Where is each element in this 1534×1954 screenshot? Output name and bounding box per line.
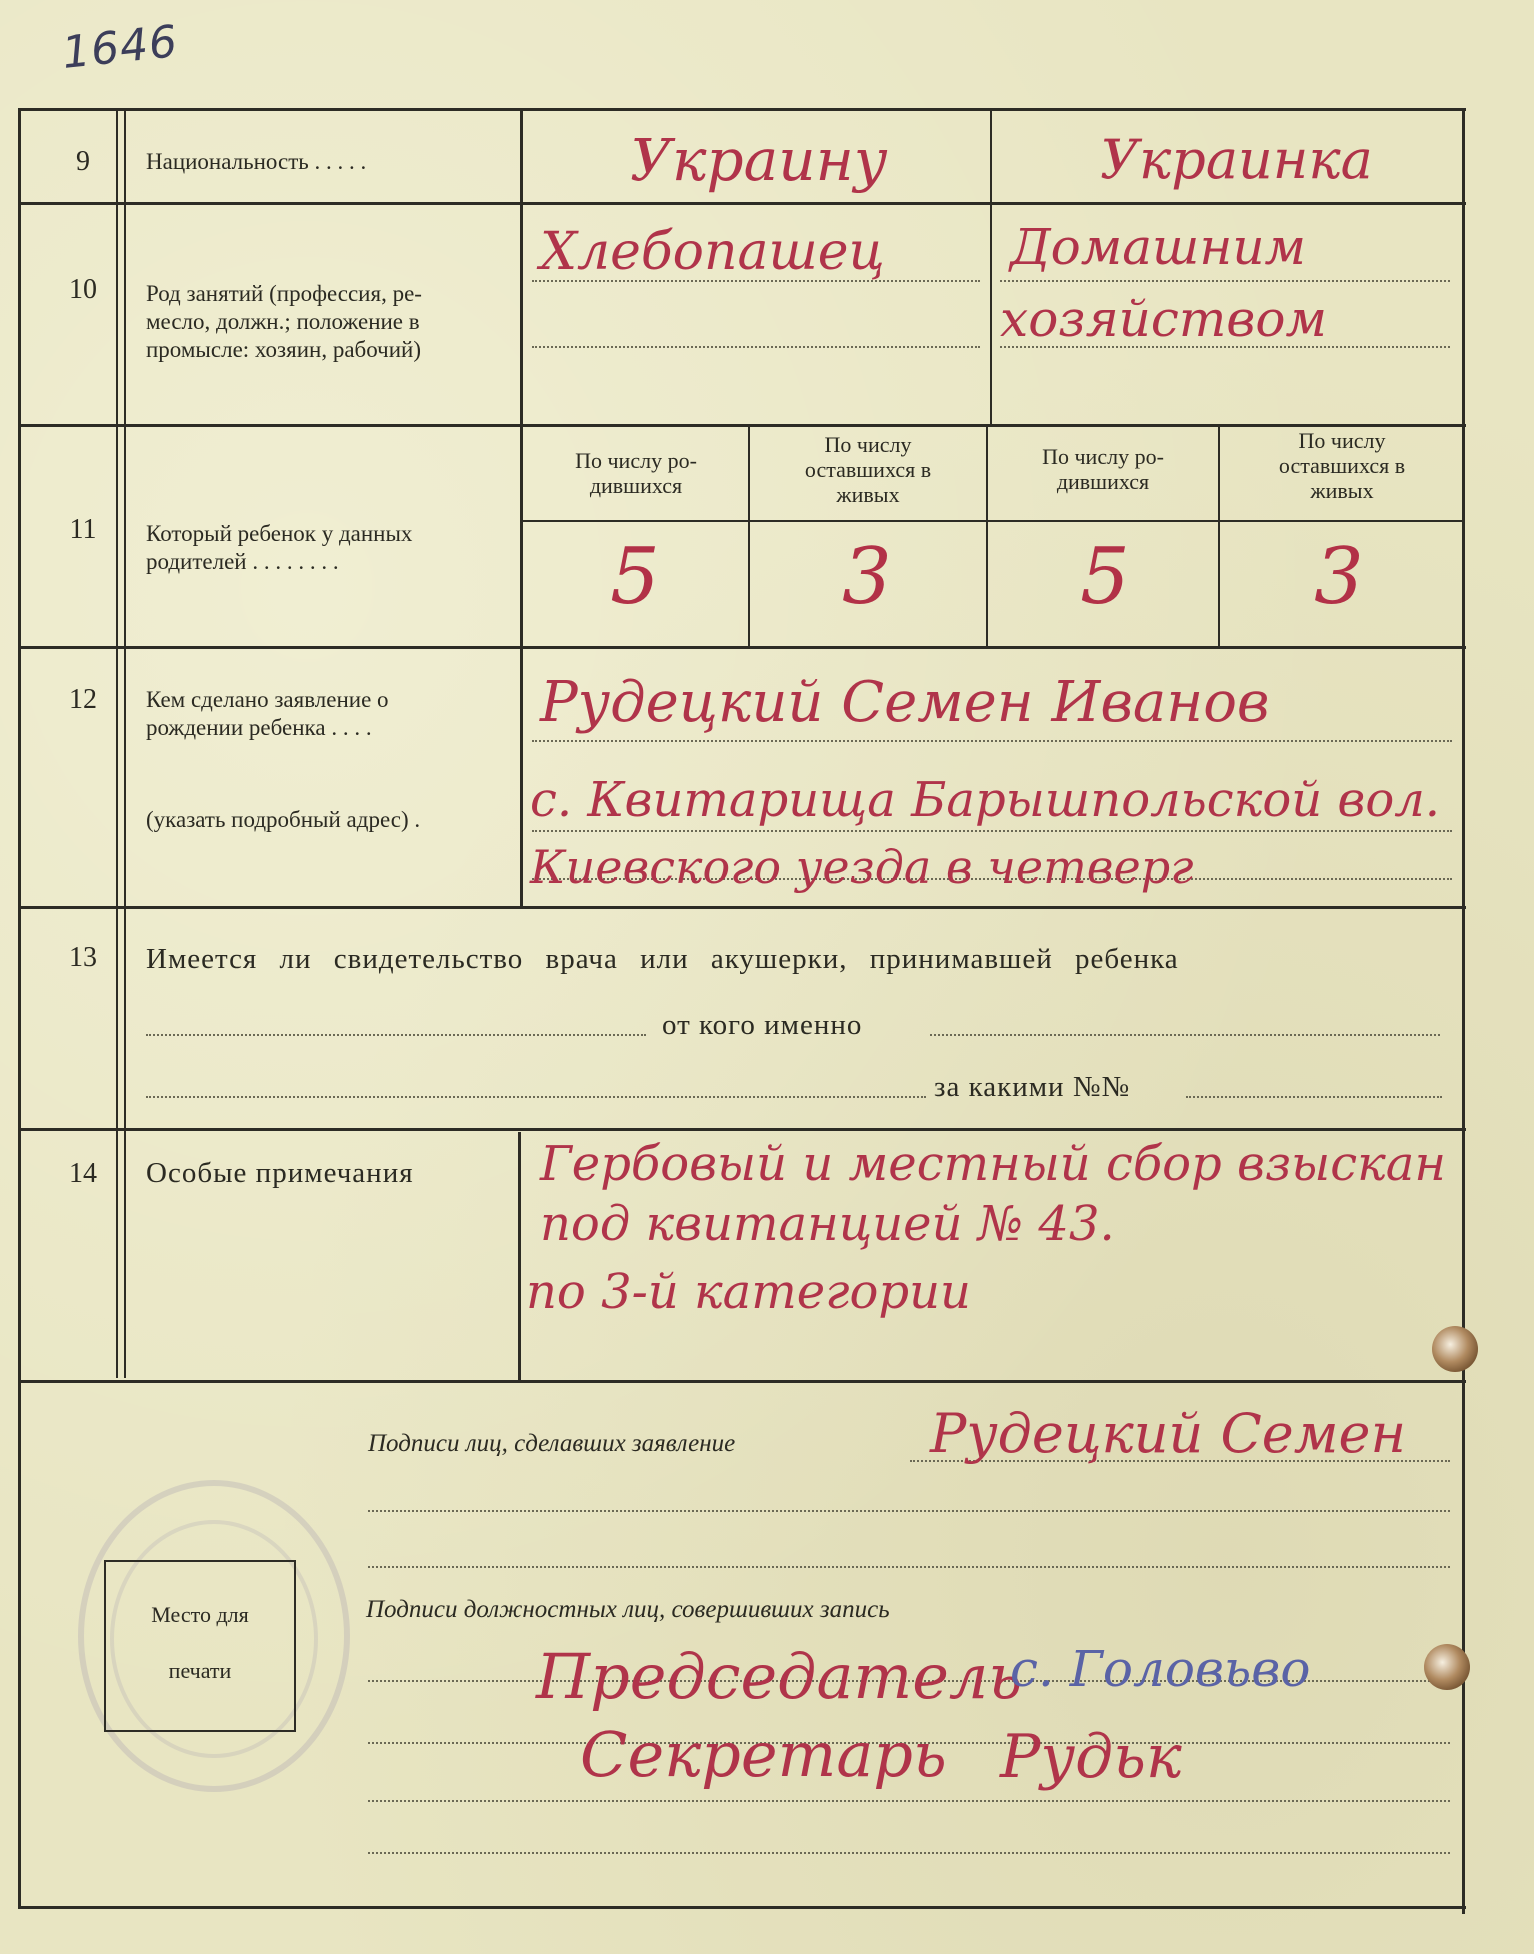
stamp-place-line-1: Место для	[151, 1602, 249, 1627]
official-1-title: Председатель	[536, 1640, 1023, 1713]
r11-col-line-1	[748, 426, 750, 646]
mother-born-count: 5	[1080, 532, 1130, 622]
stamp-place-line-2: печати	[168, 1658, 232, 1683]
r11-head-1-l1: По числу ро-	[575, 448, 697, 473]
applicants-signature-label: Подписи лиц, сделавших заявление	[368, 1430, 736, 1457]
declarant-address-2: Киевского уезда в четверг	[530, 840, 1194, 894]
row-sep-12	[18, 906, 1466, 909]
remarks-line-2: под квитанцией № 43.	[540, 1196, 1115, 1252]
stamp-place-box	[104, 1560, 296, 1732]
r11-head-1-l2: дившихся	[589, 473, 683, 498]
label-col-line-14	[518, 1132, 521, 1380]
parent-col-line	[990, 108, 992, 426]
occupation-label-3: промысле: хозяин, рабочий)	[146, 337, 421, 362]
mother-occupation-1: Домашним	[1010, 218, 1306, 276]
occupation-rule-2a	[1000, 280, 1450, 282]
binding-hole-bottom	[1424, 1644, 1470, 1690]
r11-head-1	[526, 448, 746, 498]
r11-head-3-l1: По числу ро-	[1042, 444, 1164, 469]
r11-head-4-l2: оставшихся в	[1278, 453, 1406, 478]
frame-top	[18, 108, 1466, 111]
father-born-count: 5	[610, 532, 660, 622]
official-2-title: Секретарь	[580, 1718, 947, 1791]
occupation-label-1: Род занятий (профессия, ре-	[146, 281, 422, 306]
certificate-rule-1	[146, 1034, 646, 1036]
address-label: (указать подробный адрес) .	[146, 807, 421, 832]
row-number-13: 13	[69, 942, 97, 973]
declarant-label-1: Кем сделано заявление о	[146, 687, 389, 712]
remarks-label: Особые примечания	[146, 1157, 414, 1189]
label-col-line	[520, 108, 523, 908]
frame-right	[1462, 108, 1465, 1914]
r11-col-line-2	[986, 426, 988, 646]
applicants-rule-3	[368, 1566, 1450, 1568]
r11-head-4-l1: По числу	[1298, 428, 1386, 453]
official-2-signature: Рудьк	[1000, 1722, 1182, 1792]
frame-bottom	[18, 1906, 1466, 1909]
child-order-label-2: родителей . . . . . . . .	[146, 549, 339, 574]
from-whom-label: от кого именно	[662, 1009, 863, 1041]
row-number-14: 14	[69, 1158, 97, 1189]
applicants-rule-2	[368, 1510, 1450, 1512]
binding-hole-top	[1432, 1326, 1478, 1372]
row-number-11: 11	[69, 514, 97, 545]
row-sep-9	[18, 202, 1466, 205]
r11-head-4	[1222, 428, 1462, 503]
father-nationality: Украину	[630, 126, 888, 194]
father-occupation: Хлебопашец	[540, 222, 885, 282]
mother-occupation-2: хозяйством	[1000, 290, 1327, 348]
which-numbers-label: за какими №№	[934, 1071, 1131, 1103]
r11-head-sep	[522, 520, 1464, 522]
r11-head-2	[752, 432, 984, 507]
frame-left	[18, 108, 21, 1908]
certificate-question: Имеется ли свидетельство врача или акушерки, принимавшей ребенка	[146, 943, 1179, 975]
row-number-10: 10	[69, 274, 97, 305]
official-1-place: с. Головьво	[1010, 1640, 1311, 1698]
applicants-signature: Рудецкий Семен	[930, 1402, 1407, 1465]
row-number-9: 9	[76, 146, 90, 177]
declarant-rule-2	[532, 830, 1452, 832]
father-living-count: 3	[842, 532, 892, 622]
r11-head-3-l2: дившихся	[1056, 469, 1150, 494]
r11-head-4-l3: живых	[1310, 478, 1374, 503]
row-sep-11	[18, 646, 1466, 649]
remarks-line-3: по 3-й категории	[526, 1264, 971, 1320]
certificate-rule-4	[1186, 1096, 1442, 1098]
nationality-label: Национальность . . . . .	[146, 149, 367, 174]
row-sep-10	[18, 424, 1466, 427]
officials-rule-4	[368, 1852, 1450, 1854]
remarks-line-1: Гербовый и местный сбор взыскан	[540, 1136, 1447, 1192]
row-sep-13	[18, 1128, 1466, 1131]
certificate-rule-3	[146, 1096, 926, 1098]
row-number-12: 12	[69, 684, 97, 715]
certificate-rule-2	[930, 1034, 1440, 1036]
occupation-rule-1b	[532, 346, 980, 348]
declarant-name: Рудецкий Семен Иванов	[540, 670, 1270, 735]
officials-rule-3	[368, 1800, 1450, 1802]
row-sep-14	[18, 1380, 1466, 1383]
mother-living-count: 3	[1314, 532, 1364, 622]
r11-head-3	[990, 444, 1216, 494]
child-order-label-1: Который ребенок у данных	[146, 521, 413, 546]
officials-signature-label: Подписи должностных лиц, совершивших запись	[366, 1596, 890, 1623]
declarant-label-2: рождении ребенка . . . .	[146, 715, 372, 740]
r11-head-2-l2: оставшихся в	[804, 457, 932, 482]
declarant-address-1: с. Квитарища Барышпольской вол.	[530, 772, 1441, 828]
mother-nationality: Украинка	[1100, 128, 1373, 191]
declarant-rule-1	[532, 740, 1452, 742]
r11-col-line-3	[1218, 426, 1220, 646]
occupation-label-2: месло, должн.; положение в	[146, 309, 420, 334]
archive-number: 1646	[59, 16, 181, 79]
r11-head-2-l3: живых	[836, 482, 900, 507]
r11-head-2-l1: По числу	[824, 432, 912, 457]
